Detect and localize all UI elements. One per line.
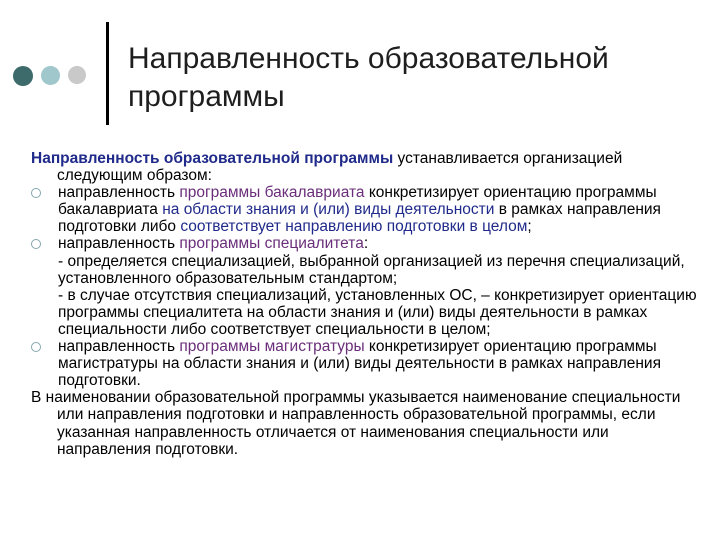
specialist-subitem-1: - определяется специализацией, выбранной организацией из перечня специализаций, установленного образовательным стандартом; [58,252,685,287]
title-divider [106,22,109,125]
decor-dot-mid [41,66,60,85]
slide-title: Направленность образовательной программы [128,42,609,113]
bullet1-text: ; [527,218,532,236]
bullet2-text: направленность [58,235,180,253]
bullet-ring-icon [31,239,41,249]
closing-paragraph: В наименовании образовательной программы указывается наименование специальности или направления подготовки и направленность образовательной программы, если указанная направленность отличается от наименования специальности или направления подготовки. [31,389,681,458]
slide-body [31,150,703,458]
bullet-master [31,338,703,389]
bullet1-text: конкретизирует ориентацию программы бакалавриата [58,184,657,219]
bullet3-text: направленность [58,338,180,356]
bullet1-highlight-program: программы бакалавриата [179,184,365,202]
intro-paragraph [31,150,703,184]
bullet-specialist [31,235,703,252]
bullet1-highlight-direction: соответствует направлению подготовки в целом [180,218,528,236]
bullet-bachelor [31,184,703,235]
bullet1-text: в рамках направления подготовки либо [58,201,661,236]
bullet3-highlight-program: программы магистратуры [179,338,365,356]
decor-dot-light [68,66,86,84]
intro-rest: устанавливается организацией следующим образом: [57,150,623,185]
bullet-ring-icon [31,188,41,198]
specialist-subitem-2: - в случае отсутствия специализаций, установленных ОС, – конкретизирует ориентацию программы специалитета на области знания и (или) виды деятельности в рамках специальности либо соответствует специальности в целом; [58,286,697,338]
bullet-ring-icon [31,342,41,352]
bullet1-text: направленность [58,184,180,202]
bullet3-text: конкретизирует ориентацию программы магистратуры на области знания и (или) виды деятельности в рамках направления подготовки. [58,338,661,390]
decor-dot-dark [13,66,33,86]
bullet1-highlight-areas: на области знания и (или) виды деятельности [162,201,495,219]
bullet2-text: : [363,235,369,253]
intro-bold: Направленность образовательной программы [31,150,394,167]
bullet2-highlight-program: программы специалитета [179,235,364,253]
